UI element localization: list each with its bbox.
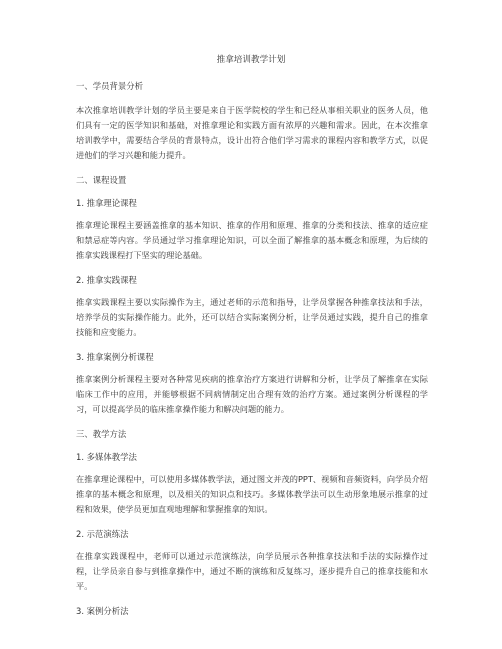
subsection-paragraph-practice: 推拿实践课程主要以实际操作为主，通过老师的示范和指导，让学员掌握各种推拿技法和手法，培养学员的实际操作能力。此外，还可以结合实际案例分析，让学员通过实践，提升自己的推拿技能和应变能力。: [76, 297, 428, 337]
subsection-paragraph-multimedia: 在推拿理论课程中，可以使用多媒体教学法，通过图文并茂的PPT、视频和音频资料，向学员介绍推拿的基本概念和原理，以及相关的知识点和技巧。多媒体教学法可以生动形象地展示推拿的过程和效果，使学员更加直观地理解和掌握推拿的知识。: [76, 474, 428, 514]
document-body: [76, 80, 428, 626]
subsection-paragraph-case-course: 推拿案例分析课程主要对各种常见疾病的推拿治疗方案进行讲解和分析，让学员了解推拿在实际临床工作中的应用，并能够根据不同病情制定出合理有效的治疗方案。通过案例分析课程的学习，可以提高学员的临床推拿操作能力和解决问题的能力。: [76, 374, 428, 414]
section-paragraph-background: 本次推拿培训教学计划的学员主要是来自于医学院校的学生和已经从事相关职业的医务人员，他们具有一定的医学知识和基础，对推拿理论和实践方面有浓厚的兴趣和需求。因此，在本次推拿培训教学中，需要结合学员的背景特点，设计出符合他们学习需求的课程内容和教学方式，以促进他们的学习兴趣和能力提升。: [76, 105, 428, 160]
subsection-heading-case-course: 3. 推拿案例分析课程: [76, 352, 154, 362]
subsection-heading-practice: 2. 推拿实践课程: [76, 275, 137, 285]
subsection-paragraph-theory: 推拿理论课程主要涵盖推拿的基本知识、推拿的作用和原理、推拿的分类和技法、推拿的适应症和禁忌症等内容。学员通过学习推拿理论知识，可以全面了解推拿的基本概念和原理，为后续的推拿实践课程打下坚实的理论基础。: [76, 220, 428, 260]
section-heading-background: 一、学员背景分析: [76, 81, 143, 91]
subsection-paragraph-demonstration: 在推拿实践课程中，老师可以通过示范演练法，向学员展示各种推拿技法和手法的实际操作过程，让学员亲自参与到推拿操作中，通过不断的演练和反复练习，逐步提升自己的推拿技能和水平。: [76, 551, 428, 591]
subsection-heading-theory: 1. 推拿理论课程: [76, 198, 137, 208]
subsection-heading-case-method: 3. 案例分析法: [76, 606, 129, 616]
document-title: 推拿培训教学计划: [216, 55, 286, 65]
section-heading-methods: 三、教学方法: [76, 429, 127, 439]
subsection-heading-demonstration: 2. 示范演练法: [76, 529, 129, 539]
subsection-heading-multimedia: 1. 多媒体教学法: [76, 452, 137, 462]
section-heading-courses: 二、课程设置: [76, 175, 127, 185]
